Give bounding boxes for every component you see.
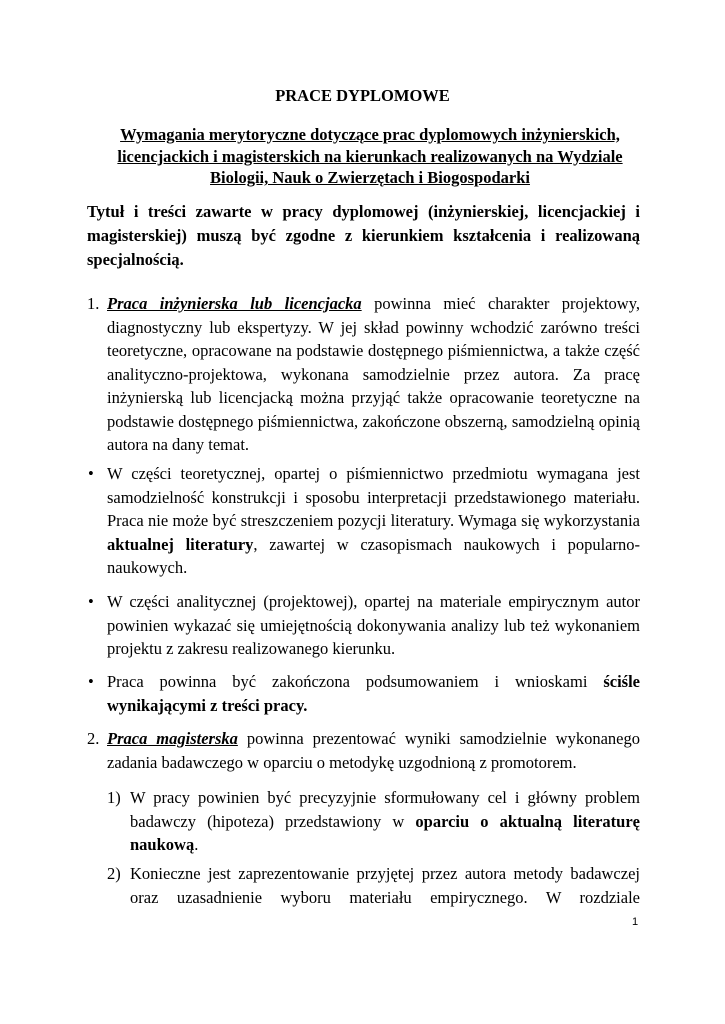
bullet-3-marker: • [88, 672, 94, 691]
sub-2-marker: 2) [107, 864, 121, 883]
sub-1-text-a: W pracy powinien być precyzyjnie sformułowany cel i główny problem badawczy (hipoteza) przedstawiony w [130, 788, 640, 831]
sub-1-text-b: . [194, 835, 199, 854]
item-2-heading: Praca magisterska [107, 729, 238, 748]
sub-2-text: Konieczne jest zaprezentowanie przyjętej przez autora metody badawczej oraz uzasadnienie wyboru materiału empirycznego. W rozdziale [130, 864, 640, 907]
document-title: PRACE DYPLOMOWE [275, 86, 450, 105]
bullet-2-paragraph [107, 590, 640, 661]
bullet-3-paragraph [107, 670, 640, 717]
item-1-marker: 1. [87, 294, 100, 313]
bullet-3-text: Praca powinna być zakończona podsumowaniem i wnioskami [107, 672, 604, 691]
sub-1-bold: oparciu o aktualną literaturę naukową [130, 811, 640, 854]
item-2-paragraph [107, 727, 640, 774]
item-1-text: powinna mieć charakter projektowy, diagnostyczny lub ekspertyzy. W jej skład powinny wchodzić zarówno treści teoretyczne, opracowane na podstawie dostępnego piśmiennictwa, a także część analityczno-projektowa, wykonana samodzielnie przez autora. Za pracę inżynierską lub licencjacką można przyjąć także opracowanie teoretyczne na podstawie dostępnego piśmiennictwa, zakończone obszerną, samodzielną opinią autora na dany temat. [107, 294, 640, 454]
bullet-2-marker: • [88, 592, 94, 611]
bullet-3-bold: ściśle wynikającymi z treści pracy. [107, 672, 640, 715]
intro-paragraph: Tytuł i treści zawarte w pracy dyplomowej (inżynierskiej, licencjackiej i magisterskiej) muszą być zgodne z kierunkiem kształcenia i realizowaną specjalnością. [87, 202, 640, 269]
sub-1-marker: 1) [107, 788, 121, 807]
item-2-text: powinna prezentować wyniki samodzielnie wykonanego zadania badawczego w oparciu o metodykę uzgodnioną z promotorem. [107, 729, 640, 772]
bullet-1-text-a: W części teoretycznej, opartej o piśmiennictwo przedmiotu wymagana jest samodzielność konstrukcji i sposobu interpretacji przedstawionego materiału. Praca nie może być streszczeniem pozycji literatury. Wymaga się wykorzystania [107, 464, 640, 530]
bullet-1-bold: aktualnej literatury [107, 534, 254, 554]
item-1-heading: Praca inżynierska lub licencjacka [107, 294, 362, 313]
document-subtitle: Wymagania merytoryczne dotyczące prac dyplomowych inżynierskich, licencjackich i magisterskich na kierunkach realizowanych na Wydziale Biologii, Nauk o Zwierzętach i Biogospodarki [117, 125, 623, 187]
item-1-paragraph [107, 292, 640, 457]
bullet-2-text: W części analitycznej (projektowej), opartej na materiale empirycznym autor powinien wykazać się umiejętnością dokonywania analizy lub też wykonaniem projektu z zakresu realizowanego kierunku. [107, 592, 640, 658]
bullet-1-marker: • [88, 464, 94, 483]
page-number: 1 [632, 916, 639, 928]
sub-1-paragraph [130, 786, 640, 857]
bullet-1-text-b: , zawartej w czasopismach naukowych i popularno-naukowych. [107, 534, 640, 577]
sub-2-paragraph [130, 862, 640, 909]
bullet-1-paragraph [107, 462, 640, 580]
item-2-marker: 2. [87, 729, 100, 748]
